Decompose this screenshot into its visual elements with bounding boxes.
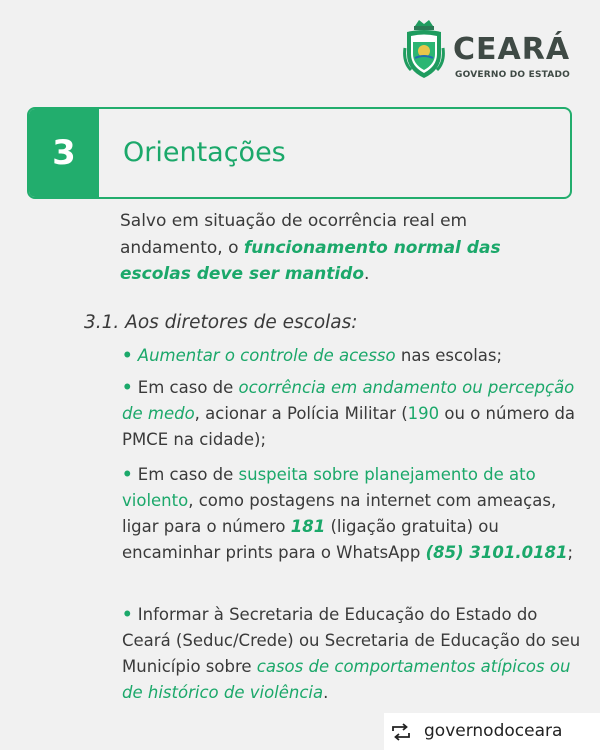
logo-title: CEARÁ	[453, 32, 571, 67]
item-text: (ligação gratuita) ou encaminhar prints para o WhatsApp	[122, 517, 499, 562]
section-header	[27, 107, 572, 199]
item-highlight: casos de comportamentos atípicos ou de histórico de violência	[122, 657, 571, 702]
item-text: .	[323, 683, 329, 702]
item-highlight: Aumentar o controle de acesso	[137, 346, 396, 365]
item-highlight: suspeita sobre planejamento de ato violento	[122, 465, 536, 510]
item-text: , como postagens na internet com ameaças, ligar para o número	[122, 491, 557, 536]
state-coat-of-arms-icon	[403, 18, 445, 80]
item-highlight: ocorrência em andamento ou percepção de medo	[122, 378, 575, 423]
section-number: 3	[29, 109, 99, 197]
list-item	[122, 375, 587, 453]
item-text: Em caso de	[137, 465, 239, 484]
item-text: ou o número da PMCE na cidade);	[122, 404, 576, 449]
item-text: ;	[567, 543, 574, 562]
whatsapp-number: (85) 3101.0181	[425, 543, 568, 562]
logo-subtitle: GOVERNO DO ESTADO	[455, 70, 570, 80]
item-highlight-number: 190	[407, 404, 440, 423]
intro-highlight: funcionamento normal das escolas deve ser mantido	[120, 237, 501, 284]
bullet: •	[122, 378, 133, 397]
intro-text: Salvo em situação de ocorrência real em andamento, o	[120, 211, 468, 258]
list-item	[122, 343, 587, 369]
intro-end: .	[364, 264, 370, 284]
subheading: 3.1. Aos diretores de escolas:	[84, 312, 358, 333]
repost-icon	[390, 723, 412, 741]
item-text: Informar à Secretaria de Educação do Estado do Ceará (Seduc/Crede) ou Secretaria de Educação do seu Município sobre	[122, 605, 581, 676]
item-highlight-number: 181	[290, 517, 326, 536]
account-handle[interactable]: governodoceara	[424, 721, 563, 741]
intro-paragraph	[120, 208, 560, 288]
list-item	[122, 462, 587, 566]
repost-tag[interactable]	[384, 713, 600, 750]
list-item	[122, 602, 587, 706]
item-text: Em caso de	[137, 378, 239, 397]
bullet: •	[122, 465, 133, 484]
bullet: •	[122, 605, 133, 624]
item-text: nas escolas;	[395, 346, 503, 365]
item-text: , acionar a Polícia Militar (	[194, 404, 408, 423]
government-logo	[403, 18, 588, 80]
bullet: •	[122, 346, 133, 365]
section-title: Orientações	[123, 137, 286, 168]
